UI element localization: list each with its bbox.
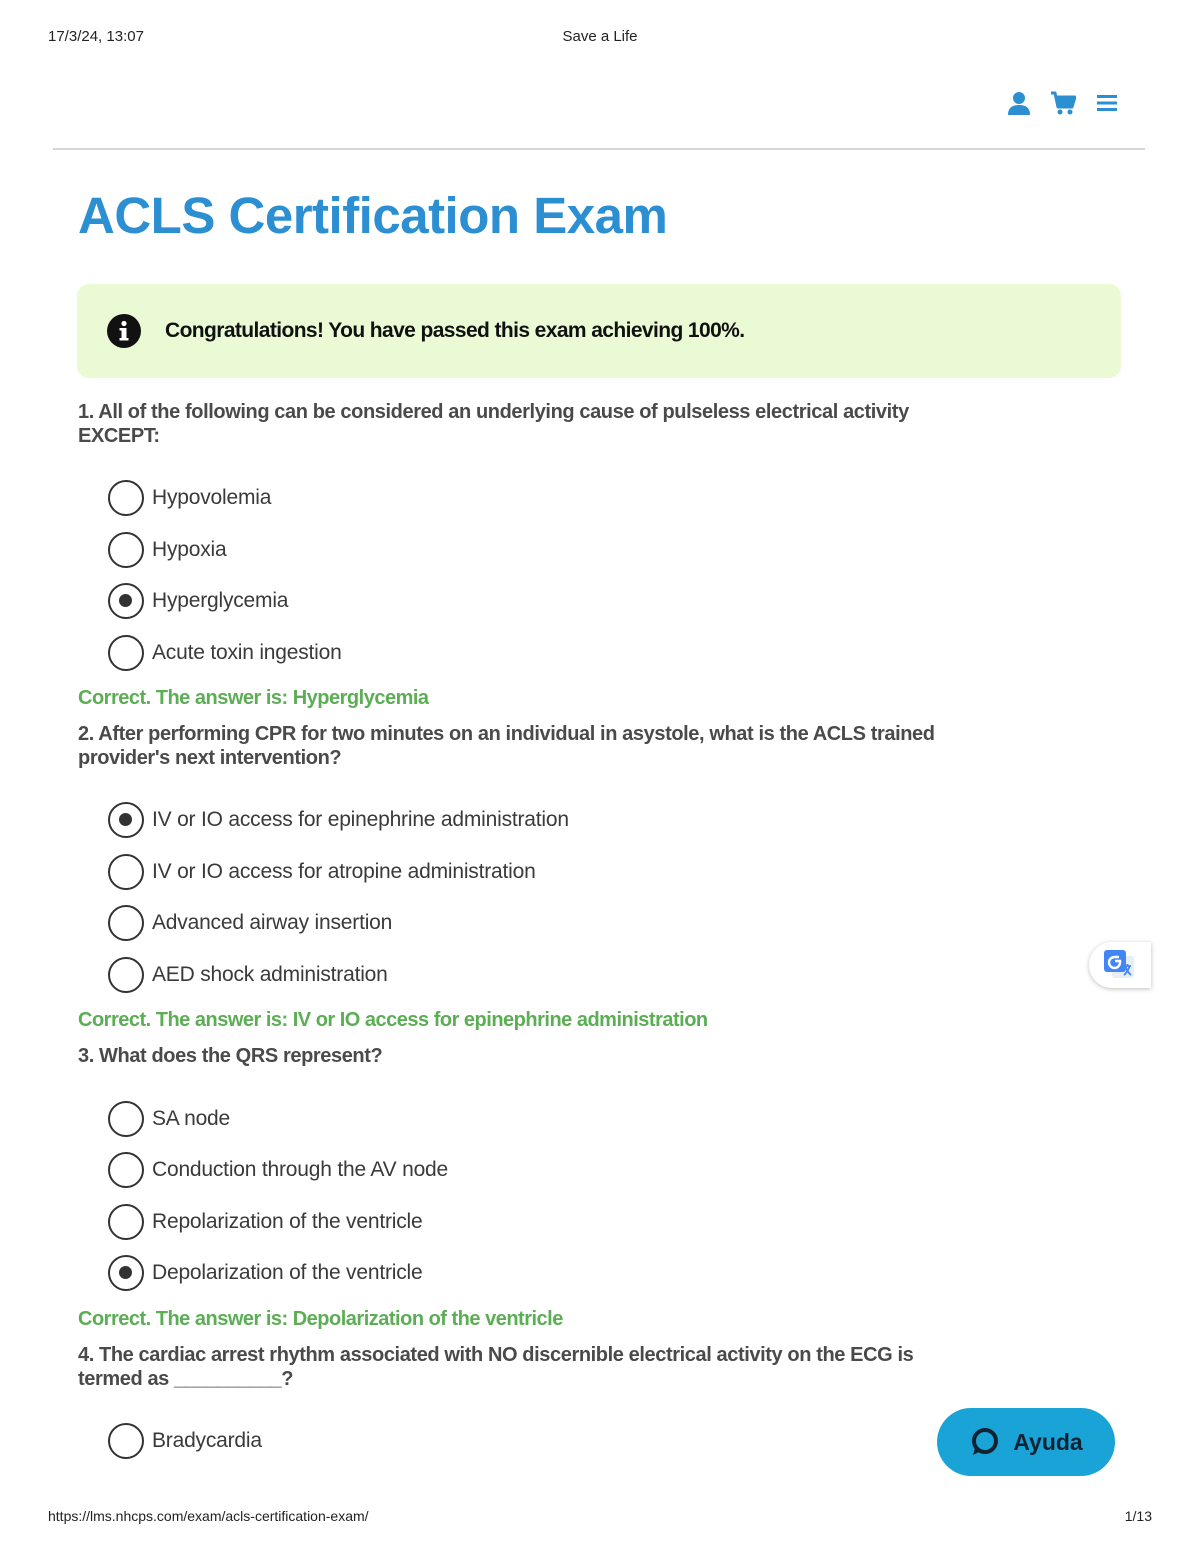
q2-feedback: Correct. The answer is: IV or IO access for epinephrine administration (78, 1009, 708, 1031)
option-label: Hypovolemia (152, 486, 272, 509)
q3-option-depolarization[interactable] (108, 1255, 422, 1291)
radio-button[interactable] (108, 1101, 144, 1137)
help-label: Ayuda (1013, 1428, 1083, 1455)
radio-button[interactable] (108, 957, 144, 993)
page-title: ACLS Certification Exam (78, 187, 668, 244)
question-text: provider's next intervention? (78, 747, 342, 769)
radio-button-selected[interactable] (108, 802, 144, 838)
radio-button[interactable] (108, 1204, 144, 1240)
radio-button[interactable] (108, 635, 144, 671)
q1-feedback: Correct. The answer is: Hyperglycemia (78, 687, 429, 709)
q4-option-bradycardia[interactable] (108, 1423, 262, 1459)
info-icon (107, 314, 141, 348)
question-text: 3. What does the QRS represent? (78, 1045, 383, 1067)
print-page-title: Save a Life (562, 28, 638, 45)
google-translate-icon (1101, 947, 1137, 983)
header-nav (1006, 90, 1120, 116)
header-divider (53, 148, 1145, 150)
q3-option-sa-node[interactable] (108, 1101, 230, 1137)
option-label: Acute toxin ingestion (152, 641, 342, 664)
question-text: EXCEPT: (78, 425, 160, 447)
option-label: AED shock administration (152, 963, 388, 986)
q2-option-airway[interactable] (108, 905, 392, 941)
menu-icon[interactable] (1094, 90, 1120, 116)
q2-option-epinephrine[interactable] (108, 802, 569, 838)
radio-button[interactable] (108, 480, 144, 516)
print-page-number: 1/13 (1124, 1508, 1152, 1524)
print-header (48, 28, 1152, 48)
radio-button[interactable] (108, 1152, 144, 1188)
radio-button[interactable] (108, 532, 144, 568)
radio-button-selected[interactable] (108, 583, 144, 619)
option-label: Repolarization of the ventricle (152, 1210, 423, 1233)
question-text: 2. After performing CPR for two minutes on an individual in asystole, what is the ACLS trained (78, 723, 935, 745)
question-text: 1. All of the following can be considered an underlying cause of pulseless electrical activity (78, 401, 909, 423)
radio-button[interactable] (108, 1423, 144, 1459)
q3-feedback: Correct. The answer is: Depolarization of the ventricle (78, 1308, 563, 1330)
success-alert (77, 284, 1121, 378)
q2-option-atropine[interactable] (108, 854, 536, 890)
q1-option-hypoxia[interactable] (108, 532, 226, 568)
print-footer (48, 1508, 1152, 1528)
question-text: 4. The cardiac arrest rhythm associated with NO discernible electrical activity on the ECG is (78, 1344, 914, 1366)
q2-option-aed-shock[interactable] (108, 957, 388, 993)
option-label: Depolarization of the ventricle (152, 1261, 423, 1284)
print-date: 17/3/24, 13:07 (48, 28, 144, 45)
option-label: IV or IO access for atropine administration (152, 860, 536, 883)
user-icon[interactable] (1006, 90, 1032, 116)
question-3 (78, 1044, 1088, 1068)
print-url: https://lms.nhcps.com/exam/acls-certification-exam/ (48, 1508, 369, 1524)
option-label: IV or IO access for epinephrine administration (152, 808, 569, 831)
option-label: Hypoxia (152, 538, 227, 561)
q1-option-acute-toxin[interactable] (108, 635, 342, 671)
help-chat-button[interactable] (937, 1408, 1115, 1476)
q1-option-hyperglycemia[interactable] (108, 583, 288, 619)
option-label: Advanced airway insertion (152, 911, 393, 934)
cart-icon[interactable] (1050, 90, 1076, 116)
translate-button[interactable] (1089, 942, 1151, 988)
q3-option-repolarization[interactable] (108, 1204, 422, 1240)
radio-button[interactable] (108, 854, 144, 890)
option-label: SA node (152, 1107, 231, 1130)
question-text: termed as __________? (78, 1368, 294, 1390)
q1-option-hypovolemia[interactable] (108, 480, 271, 516)
alert-message: Congratulations! You have passed this exam achieving 100%. (165, 319, 745, 342)
option-label: Conduction through the AV node (152, 1158, 449, 1181)
option-label: Hyperglycemia (152, 589, 289, 612)
chat-bubble-icon (969, 1426, 1001, 1458)
question-1 (78, 400, 1088, 448)
option-label: Bradycardia (152, 1429, 262, 1452)
radio-button-selected[interactable] (108, 1255, 144, 1291)
q3-option-av-node[interactable] (108, 1152, 448, 1188)
question-2 (78, 722, 1088, 770)
radio-button[interactable] (108, 905, 144, 941)
question-4 (78, 1343, 1088, 1391)
